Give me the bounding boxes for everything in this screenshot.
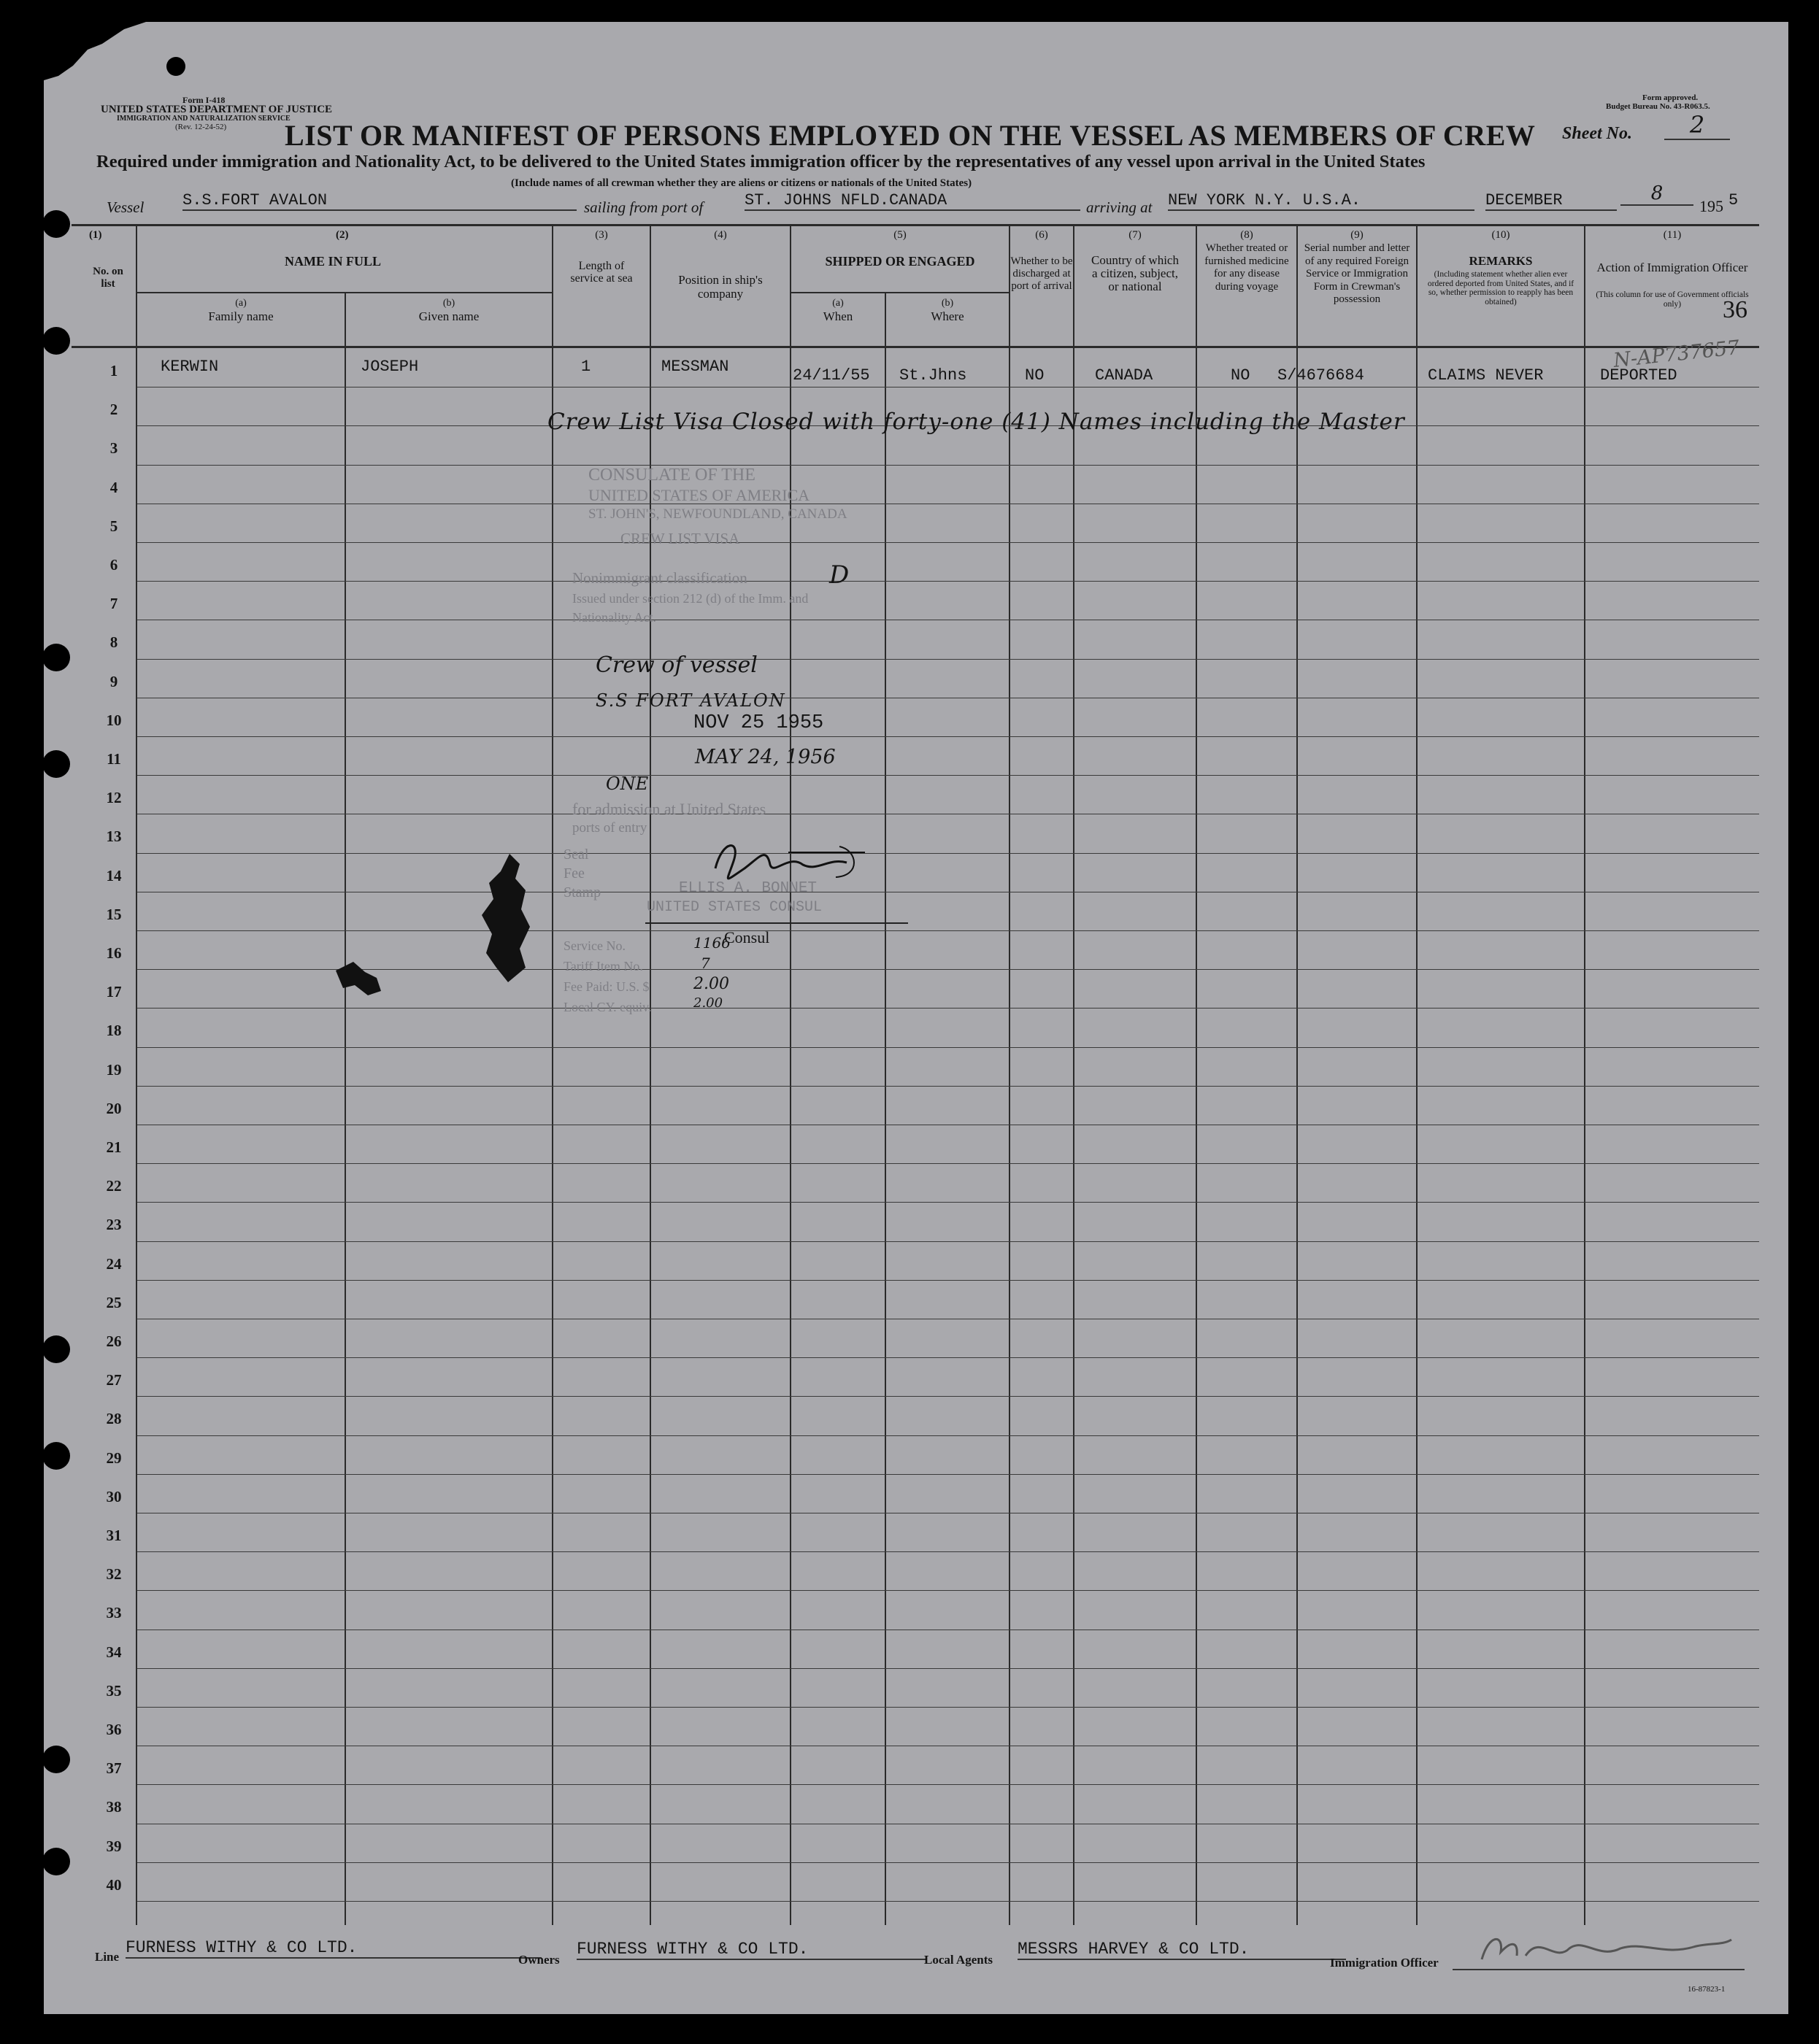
vessel-label: Vessel [107,198,145,216]
col-divider [136,225,137,1925]
entry-given-name: JOSEPH [361,358,419,376]
sailing-label: sailing from port of [584,198,704,216]
col7-header: Country of which a citizen, subject, or national [1091,253,1179,293]
stamp-rule [645,922,908,924]
stamp-fee-label: Fee [564,865,585,882]
stamp-local-label: Local CY. equiv. [564,1000,652,1014]
col7-number: (7) [1128,229,1142,241]
footer-agents-label: Local Agents [924,1953,993,1967]
col11-number: (11) [1663,229,1682,241]
col6-number: (6) [1035,229,1048,241]
row-rule [137,1474,1759,1475]
entry-treated: NO [1231,366,1250,385]
row-rule [137,775,1759,776]
year-prefix: 195 [1699,197,1723,215]
arriving-label: arriving at [1086,198,1153,216]
stamp-signer-title: UNITED STATES CONSUL [647,899,823,916]
row-number: 4 [109,478,118,496]
row-number: 16 [106,944,122,962]
stamp-tariff-label: Tariff Item No. [564,959,643,973]
row-rule [137,1047,1759,1048]
stamp-line: UNITED STATES OF AMERICA [588,486,810,504]
row-number: 23 [106,1216,122,1234]
service-name: IMMIGRATION AND NATURALIZATION SERVICE [117,115,291,123]
row-rule [137,1241,1759,1242]
entry-shipped-when: 24/11/55 [793,366,870,385]
col-divider [1416,225,1418,1925]
col2a-number: (a) [235,298,247,309]
col4-number: (4) [714,229,727,241]
stamp-seal-label: Seal [564,846,589,863]
row-number: 15 [106,905,122,923]
row-rule [137,542,1759,543]
row-number: 6 [109,556,118,574]
footer-agents: MESSRS HARVEY & CO LTD. [1018,1940,1346,1960]
arriving-port: NEW YORK N.Y. U.S.A. [1168,191,1474,211]
col11-note: (This column for use of Government officials only) [1596,290,1749,309]
col-divider [552,225,553,1925]
binder-hole [42,1746,70,1773]
row-rule [137,659,1759,660]
row-number: 13 [106,828,122,846]
sheet-number: 2 [1664,111,1730,140]
row-number: 31 [106,1527,122,1544]
col2b-header: Given name [418,309,480,323]
row-number: 32 [106,1565,122,1584]
row-number: 24 [106,1254,122,1273]
stamp-line: Nationality Act. [572,610,656,625]
row-number: 33 [106,1604,122,1622]
row-number: 40 [106,1875,122,1894]
row-number: 34 [106,1643,122,1661]
row-number: 10 [106,711,122,729]
row-number: 37 [106,1759,122,1778]
col5-number: (5) [893,229,907,241]
stamp-class-value: D [829,560,850,590]
side-number: 36 [1723,296,1747,323]
entry-discharged: NO [1025,366,1045,385]
stamp-applications: ONE [606,774,649,794]
col8-header: Whether treated or furnished medicine for any disease during voyage [1204,242,1289,293]
torn-corner [44,22,146,80]
row-rule [137,1396,1759,1397]
row-number: 25 [106,1293,122,1311]
col-divider [1009,225,1010,1925]
stamp-fee-paid: 2.00 [693,975,729,993]
col-divider [790,225,791,1925]
binder-hole [42,644,70,671]
row-rule [137,853,1759,854]
row-rule [137,581,1759,582]
row-number: 39 [106,1837,122,1855]
col5-header: SHIPPED OR ENGAGED [825,254,975,269]
col-divider [1196,225,1197,1925]
binder-hole [42,1442,70,1470]
form-number: Form I-418 [182,95,226,105]
revision: (Rev. 12-24-52) [175,123,227,131]
ink-blot [467,839,555,1007]
row-rule [137,1707,1759,1708]
row-number: 21 [106,1138,122,1156]
col-divider [885,292,886,1925]
col-divider [1296,225,1298,1925]
row-number: 28 [106,1410,122,1428]
row-number: 18 [106,1022,122,1040]
arrival-month: DECEMBER [1485,191,1617,211]
officer-signature [1474,1919,1737,1970]
arrival-day: 8 [1620,182,1693,206]
entry-serial: S/4676684 [1277,366,1364,385]
col-divider [1073,225,1074,1925]
budget-bureau: Budget Bureau No. 43-R063.5. [1606,102,1710,111]
col1-number: (1) [89,229,102,241]
col9-number: (9) [1350,229,1364,241]
row-number: 12 [106,789,122,807]
row-number: 9 [109,672,118,690]
col11-header: Action of Immigration Officer [1596,261,1748,274]
col5b-header: Where [931,309,964,323]
stamp-local: 2.00 [693,995,723,1011]
instruction-note: (Include names of all crewman whether they are aliens or citizens or nationals of the United States) [511,177,972,189]
row-number: 35 [106,1681,122,1700]
manifest-page [44,22,1788,2014]
footer-line: FURNESS WITHY & CO LTD. [126,1938,542,1959]
row-number: 1 [109,362,118,379]
row-number: 7 [109,595,118,613]
sailing-port: ST. JOHNS NFLD.CANADA [745,191,1080,211]
col10-header: REMARKS [1469,254,1533,268]
row-rule [137,1202,1759,1203]
col2-number: (2) [336,229,349,241]
row-rule [137,1590,1759,1591]
stamp-consul: Consul [724,928,770,946]
col10-number: (10) [1491,229,1510,241]
form-approved: Form approved. [1642,93,1699,102]
row-number: 29 [106,1449,122,1467]
col3-number: (3) [595,229,608,241]
row-number: 8 [109,633,118,652]
binder-hole [42,1335,70,1363]
stamp-crew-handwritten: Crew of vessel [596,652,758,678]
col10-note: (Including statement whether alien ever ordered deported from United States, and if so, whether permission to reapply has been obtained) [1427,270,1574,306]
row-rule [137,1862,1759,1863]
stamp-valid-until: MAY 24, 1956 [695,746,836,768]
row-rule [137,1280,1759,1281]
print-code: 16-87823-1 [1688,1985,1726,1994]
col-divider [345,292,346,1925]
row-rule [137,1901,1759,1902]
col6-header: Whether to be discharged at port of arrival [1010,255,1073,292]
binder-hole [42,1848,70,1875]
sheet-label: Sheet No. [1562,124,1632,143]
vessel-name: S.S.FORT AVALON [182,191,577,211]
row-rule [137,1163,1759,1164]
row-rule [137,1435,1759,1436]
entry-position: MESSMAN [661,358,729,376]
row-number: 36 [106,1721,122,1738]
row-number: 26 [106,1333,122,1350]
row-number: 19 [106,1060,122,1079]
entry-shipped-where: St.Jhns [899,366,967,385]
footer-officer-label: Immigration Officer [1330,1956,1439,1970]
stamp-fee-paid-label: Fee Paid: U.S. $ [564,979,650,994]
stamp-vessel-handwritten: S.S FORT AVALON [596,690,786,711]
row-number: 11 [107,750,121,768]
row-number: 17 [106,983,122,1001]
stamp-date-issued: NOV 25 1955 [693,712,824,734]
handwritten-closing-line: Crew List Visa Closed with forty-one (41) Names including the Master [547,409,1405,435]
entry-length-of-service: 1 [581,358,591,376]
col2a-header: Family name [208,309,274,323]
entry-country: CANADA [1095,366,1153,385]
row-number: 14 [106,866,122,884]
row-number: 5 [109,517,118,535]
row-rule [137,1784,1759,1785]
shipped-divider [791,292,1009,293]
row-number: 2 [109,401,118,419]
row-rule [137,1551,1759,1552]
col3-header: Length of service at sea [570,260,633,285]
col5b-number: (b) [941,298,954,309]
row-number: 20 [106,1099,122,1117]
row-rule [137,1668,1759,1669]
binder-hole [42,210,70,238]
entry-family-name: KERWIN [161,358,219,376]
footer-line-label: Line [95,1950,120,1964]
row-number: 3 [109,439,118,458]
stamp-line: ports of entry [572,820,647,836]
row-number: 38 [106,1798,122,1816]
stamp-service-label: Service No. [564,938,626,953]
col5a-header: When [823,309,853,323]
page-title: LIST OR MANIFEST OF PERSONS EMPLOYED ON THE VESSEL AS MEMBERS OF CREW [285,119,1536,152]
row-rule [137,1086,1759,1087]
subtitle: Required under immigration and Nationality Act, to be delivered to the United States immigration officer by the representatives of any vessel upon arrival in the United States [96,152,1426,171]
row-number: 27 [106,1371,122,1389]
ink-blot [328,956,387,1000]
col8-number: (8) [1240,229,1253,241]
table-top-rule [72,224,1759,226]
department: UNITED STATES DEPARTMENT OF JUSTICE [101,104,333,115]
entry-action-note: N-AP737657 [1612,336,1741,372]
stamp-tariff: 7 [701,954,710,972]
row-rule [137,465,1759,466]
col9-header: Serial number and letter of any required Foreign Service or Immigration Form in Crewman's possession [1304,242,1410,305]
stamp-line: for admission at United States [572,800,766,818]
col4-header: Position in ship's company [678,273,763,301]
binder-hole [42,750,70,778]
col2-header: NAME IN FULL [285,254,382,269]
stamp-line: ST. JOHN'S, NEWFOUNDLAND, CANADA [588,506,847,522]
col2b-number: (b) [442,298,455,309]
year-suffix: 5 [1728,191,1739,209]
row-rule [137,1357,1759,1358]
stamp-stamp-label: Stamp [564,884,601,900]
stamp-service-no: 1166 [693,934,731,952]
footer-owners: FURNESS WITHY & CO LTD. [577,1940,927,1960]
stamp-line: CONSULATE OF THE [588,466,755,485]
entry-remarks: CLAIMS NEVER [1428,366,1544,385]
row-rule [137,930,1759,931]
col-divider [1584,225,1585,1925]
row-number: 30 [106,1487,122,1505]
footer-owners-label: Owners [518,1953,560,1967]
header-bottom-rule [72,346,1759,348]
binder-hole [42,327,70,355]
stamp-line: CREW LIST VISA [620,530,740,547]
row-rule [137,736,1759,737]
col5a-number: (a) [832,298,844,309]
punch-mark [166,57,185,76]
col1-header: No. on list [93,266,123,290]
stamp-signer: ELLIS A. BONNET [679,880,818,897]
stamp-line: Issued under section 212 (d) of the Imm. and [572,591,809,606]
row-number: 22 [106,1177,122,1195]
stamp-classification: Nonimmigrant classification [572,569,747,587]
entry-action: DEPORTED [1600,366,1677,385]
